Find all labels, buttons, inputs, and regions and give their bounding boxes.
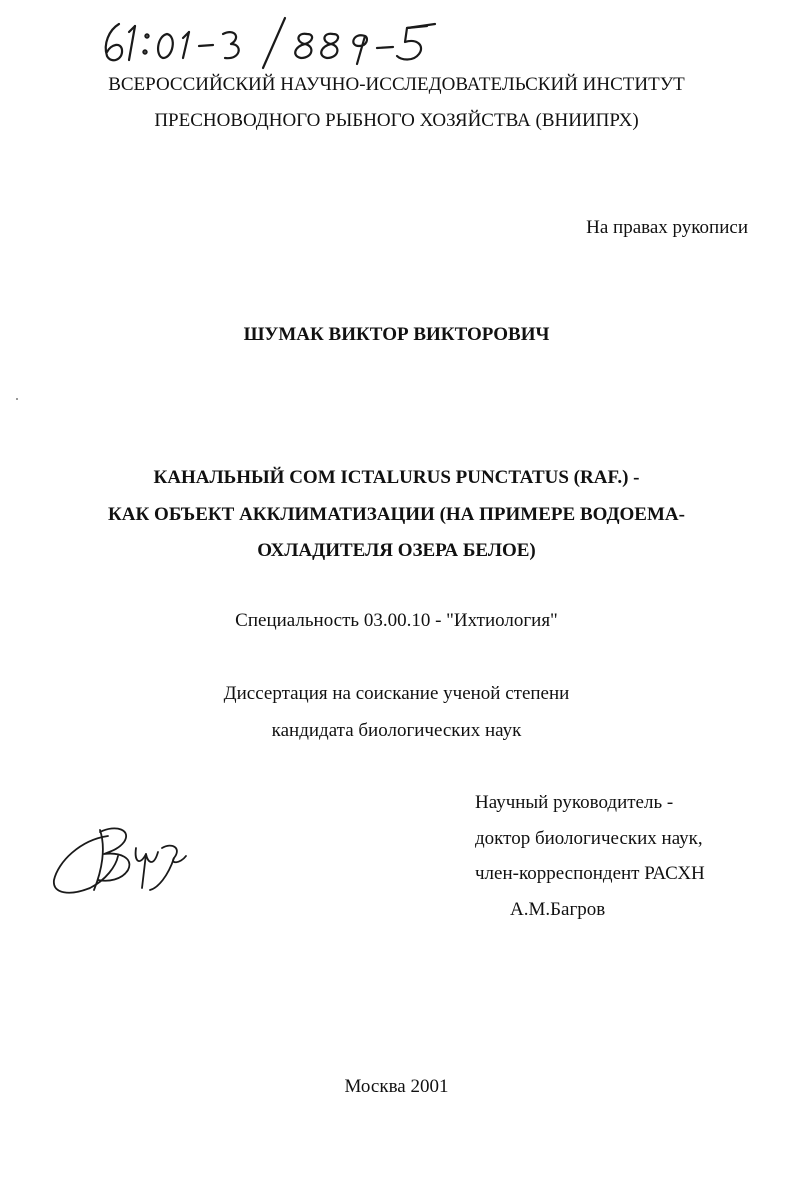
- title-line3: ОХЛАДИТЕЛЯ ОЗЕРА БЕЛОЕ): [257, 540, 536, 561]
- author-name: ШУМАК ВИКТОР ВИКТОРОВИЧ: [243, 324, 550, 345]
- supervisor-line2: доктор биологических наук,: [475, 828, 703, 849]
- handwritten-archive-number: [95, 12, 495, 72]
- rights-note: На правах рукописи: [586, 217, 748, 238]
- scan-speck: [16, 398, 18, 400]
- handwritten-signature: [50, 818, 200, 903]
- dissertation-line1: Диссертация на соискание ученой степени: [223, 683, 570, 704]
- supervisor-line1: Научный руководитель -: [475, 792, 674, 813]
- specialty: Специальность 03.00.10 - "Ихтиология": [235, 610, 558, 631]
- institute-name-line1: ВСЕРОССИЙСКИЙ НАУЧНО-ИССЛЕДОВАТЕЛЬСКИЙ ИНСТИТУТ: [108, 74, 685, 95]
- city-year: Москва 2001: [344, 1076, 449, 1097]
- title-line2: КАК ОБЪЕКТ АККЛИМАТИЗАЦИИ (НА ПРИМЕРЕ ВОДОЕМА-: [108, 504, 685, 525]
- supervisor-name: А.М.Багров: [510, 899, 606, 920]
- title-line1: КАНАЛЬНЫЙ СОМ ICTALURUS PUNCTATUS (RAF.) -: [153, 467, 640, 488]
- institute-name-line2: ПРЕСНОВОДНОГО РЫБНОГО ХОЗЯЙСТВА (ВНИИПРХ): [154, 110, 639, 131]
- dissertation-line2: кандидата биологических наук: [271, 720, 522, 741]
- supervisor-line3: член-корреспондент РАСХН: [475, 863, 705, 884]
